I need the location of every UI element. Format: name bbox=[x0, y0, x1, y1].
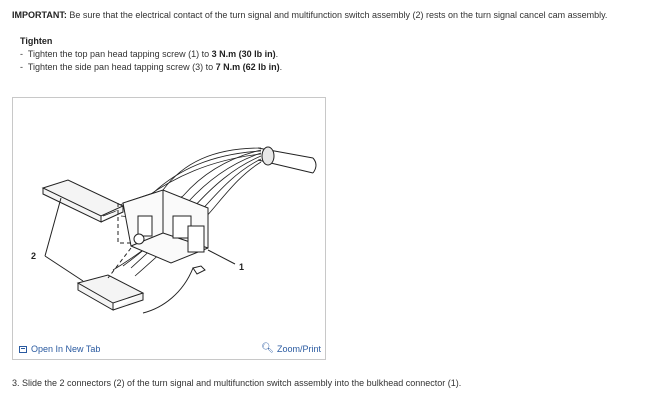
step-3-text: 3. Slide the 2 connectors (2) of the turn signal and multifunction switch assembly into the bulkhead connector (1). bbox=[12, 378, 462, 388]
tighten-item-2-prefix: Tighten the side pan head tapping screw (3) to bbox=[27, 62, 216, 72]
important-note bbox=[12, 10, 607, 20]
tighten-item-2-suffix: . bbox=[279, 62, 283, 72]
callout-2-leader-upper bbox=[45, 198, 61, 256]
tighten-title: Tighten bbox=[20, 36, 53, 46]
important-text: Be sure that the electrical contact of the turn signal and multifunction switch assembly (2) rests on the turn signal cancel cam assembly. bbox=[66, 10, 608, 20]
cable-end bbox=[262, 147, 274, 165]
callout-2: 2 bbox=[31, 251, 37, 261]
figure-frame bbox=[12, 97, 326, 360]
tighten-item-1-suffix: . bbox=[275, 49, 279, 59]
lower-connector bbox=[78, 275, 143, 310]
upper-connector bbox=[43, 180, 123, 222]
open-in-new-tab-label: Open In New Tab bbox=[31, 344, 101, 354]
important-label: IMPORTANT: bbox=[12, 10, 67, 20]
connector-diagram[interactable] bbox=[13, 98, 325, 341]
tighten-item-1: - Tighten the top pan head tapping screw (1) to 3 N.m (30 lb in). bbox=[20, 49, 279, 59]
tighten-item-1-prefix: Tighten the top pan head tapping screw (1) to bbox=[27, 49, 212, 59]
open-in-new-tab-link[interactable] bbox=[19, 344, 100, 354]
callout-1: 1 bbox=[239, 262, 245, 272]
zoom-print-link[interactable] bbox=[261, 343, 321, 354]
figure-footer bbox=[13, 341, 325, 359]
zoom-print-label: Zoom/Print bbox=[276, 343, 321, 354]
tighten-item-2-value: 7 N.m (62 lb in) bbox=[215, 62, 280, 72]
open-new-tab-icon bbox=[19, 346, 27, 353]
tighten-list bbox=[20, 48, 282, 74]
zoom-icon: 🔍︎ bbox=[261, 343, 274, 354]
tighten-item-2: - Tighten the side pan head tapping screw (3) to 7 N.m (62 lb in). bbox=[20, 62, 283, 72]
tighten-item-1-value: 3 N.m (30 lb in) bbox=[211, 49, 276, 59]
callout-1-leader bbox=[208, 250, 235, 264]
callout-2-leader-lower bbox=[45, 256, 83, 281]
